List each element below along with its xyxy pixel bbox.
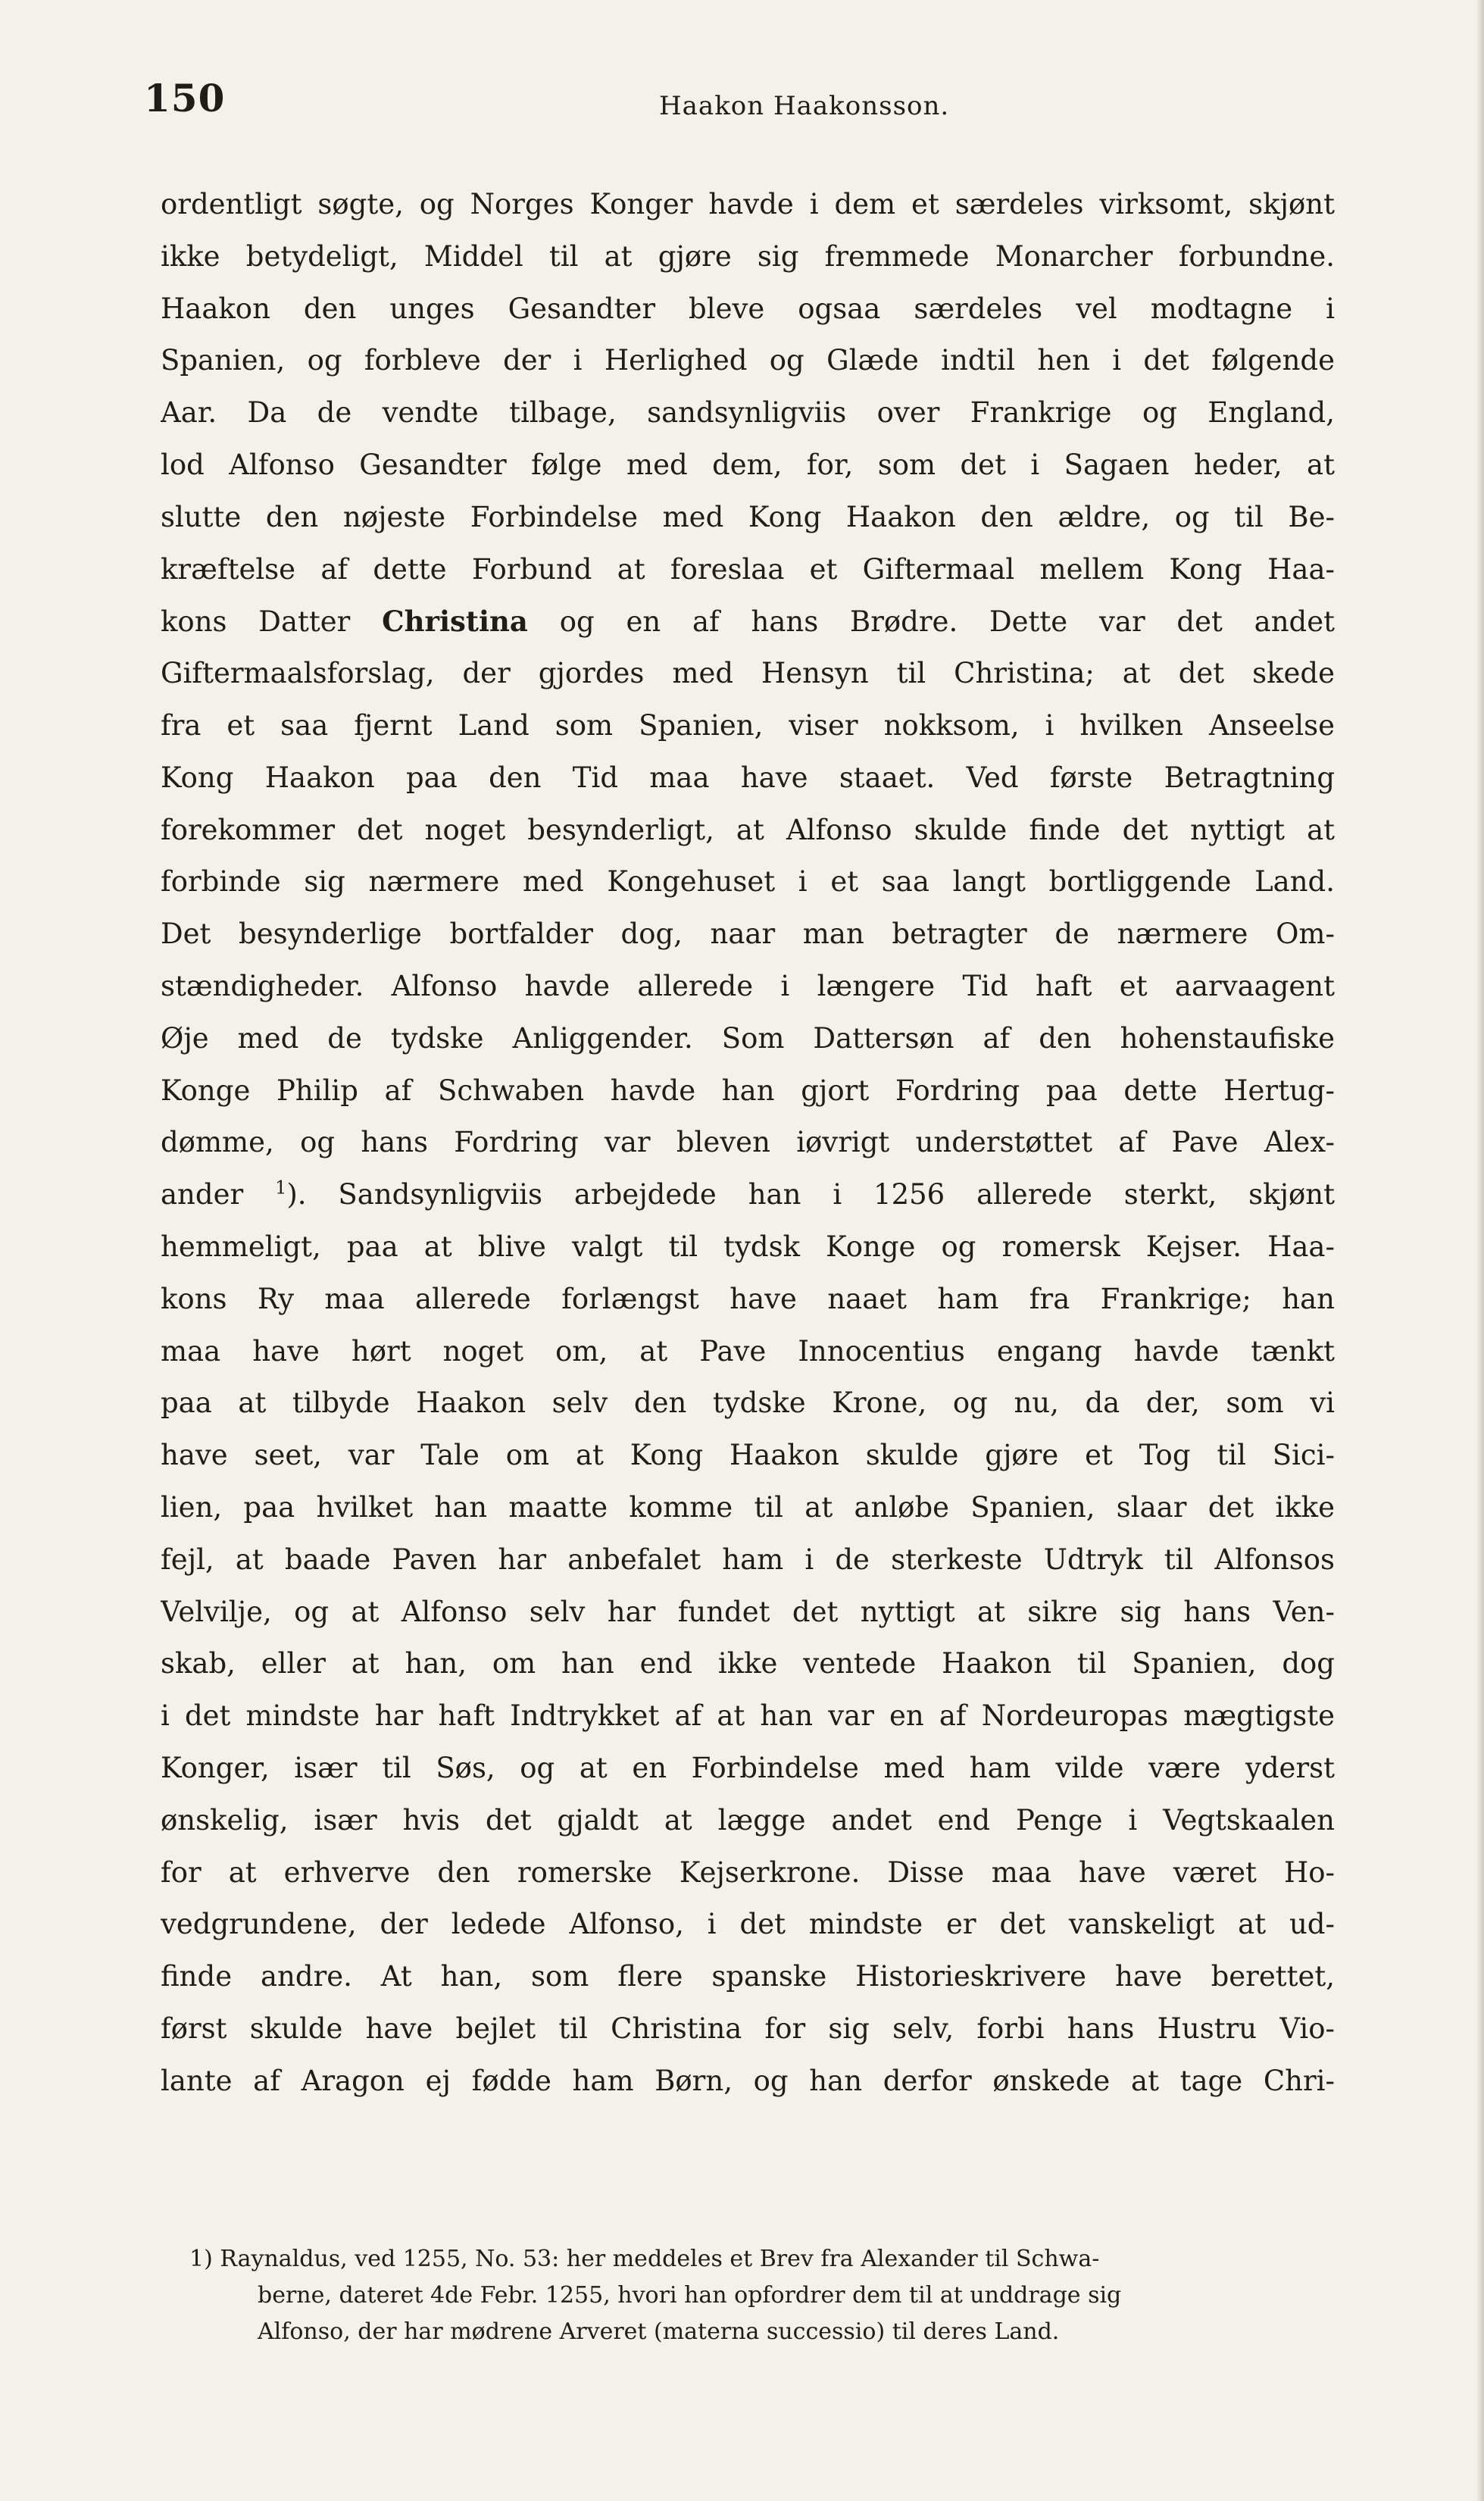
text-line: i det mindste har haft Indtrykket af at han var en af Nordeuropas mægtigste [161, 1699, 1335, 1733]
running-head: Haakon Haakonsson. [659, 91, 950, 121]
text-line: først skulde have bejlet til Christina for sig selv, forbi hans Hustru Vio- [161, 2012, 1335, 2045]
text-line: Konger, især til Søs, og at en Forbindelse med ham vilde være yderst [161, 1751, 1335, 1784]
text-line: paa at tilbyde Haakon selv den tydske Krone, og nu, da der, som vi [161, 1386, 1335, 1420]
text-line [161, 1169, 1335, 1221]
footnote-line [189, 2241, 1341, 2277]
text-line: Giftermaalsforslag, der gjordes med Hensyn til Christina; at det skede [161, 657, 1335, 690]
footnotes [189, 2241, 1341, 2350]
text-line: kræftelse af dette Forbund at foreslaa et Giftermaal mellem Kong Haa- [161, 552, 1335, 586]
text-fragment: kons Datter [161, 605, 351, 639]
text-fragment: og en af hans Brødre. Dette var det andet [559, 605, 1335, 639]
text-fragment: ander [161, 1178, 244, 1211]
text-line: Haakon den unges Gesandter bleve ogsaa særdeles vel modtagne i [161, 292, 1335, 325]
page-binding-edge [1476, 0, 1484, 2501]
text-line: maa have hørt noget om, at Pave Innocentius engang havde tænkt [161, 1334, 1335, 1368]
footnote-marker: 1) [189, 2246, 213, 2272]
text-line: forekommer det noget besynderligt, at Alfonso skulde finde det nyttigt at [161, 813, 1335, 846]
text-line: fra et saa fjernt Land som Spanien, viser nokksom, i hvilken Anseelse [161, 708, 1335, 742]
text-line: have seet, var Tale om at Kong Haakon skulde gjøre et Tog til Sici- [161, 1439, 1335, 1472]
text-line: hemmeligt, paa at blive valgt til tydsk Konge og romersk Kejser. Haa- [161, 1230, 1335, 1263]
text-line: for at erhverve den romerske Kejserkrone. Disse maa have været Ho- [161, 1855, 1335, 1889]
emphasized-name: Christina [382, 605, 528, 639]
footnote-reference[interactable]: 1 [275, 1177, 287, 1199]
text-line: lante af Aragon ej fødde ham Børn, og han derfor ønskede at tage Chri- [161, 2064, 1335, 2097]
text-line: ordentligt søgte, og Norges Konger havde i dem et særdeles virksomt, skjønt [161, 188, 1335, 220]
text-line: stændigheder. Alfonso havde allerede i længere Tid haft et aarvaagent [161, 969, 1335, 1002]
text-line: slutte den nøjeste Forbindelse med Kong Haakon den ældre, og til Be- [161, 500, 1335, 533]
text-line: Aar. Da de vendte tilbage, sandsynligviis over Frankrige og England, [161, 396, 1335, 430]
text-line: dømme, og hans Fordring var bleven iøvrigt understøttet af Pave Alex- [161, 1126, 1335, 1159]
text-line: forbinde sig nærmere med Kongehuset i et saa langt bortliggende Land. [161, 865, 1335, 899]
text-line: Konge Philip af Schwaben havde han gjort Fordring paa dette Hertug- [161, 1074, 1335, 1107]
text-line: Kong Haakon paa den Tid maa have staaet. Ved første Betragtning [161, 761, 1335, 794]
body-text [161, 179, 1335, 2107]
text-line: finde andre. At han, som flere spanske Historieskrivere have berettet, [161, 1960, 1335, 1993]
footnote-line: Alfonso, der har mødrene Arveret (materna successio) til deres Land. [258, 2318, 1060, 2345]
text-line: lien, paa hvilket han maatte komme til at anløbe Spanien, slaar det ikke [161, 1490, 1335, 1524]
text-line: Øje med de tydske Anliggender. Som Dattersøn af den hohenstaufiske [161, 1021, 1335, 1055]
text-line: ikke betydeligt, Middel til at gjøre sig fremmede Monarcher forbundne. [161, 239, 1335, 273]
text-line: skab, eller at han, om han end ikke ventede Haakon til Spanien, dog [161, 1647, 1335, 1680]
text-line: Det besynderlige bortfalder dog, naar man betragter de nærmere Om- [161, 918, 1335, 951]
page-number: 150 [144, 76, 226, 120]
text-line: vedgrundene, der ledede Alfonso, i det mindste er det vanskeligt at ud- [161, 1908, 1335, 1941]
text-line: Velvilje, og at Alfonso selv har fundet det nyttigt at sikre sig hans Ven- [161, 1595, 1335, 1628]
text-line: ønskelig, især hvis det gjaldt at lægge andet end Penge i Vegtskaalen [161, 1803, 1335, 1837]
footnote-text: Raynaldus, ved 1255, No. 53: her meddeles et Brev fra Alexander til Schwa- [220, 2246, 1100, 2272]
page-header [0, 76, 1484, 136]
footnote-line: berne, dateret 4de Febr. 1255, hvori han opfordrer dem til at unddrage sig [258, 2282, 1122, 2309]
text-line: Spanien, og forbleve der i Herlighed og Glæde indtil hen i det følgende [161, 344, 1335, 377]
text-line: fejl, at baade Paven har anbefalet ham i de sterkeste Udtryk til Alfonsos [161, 1543, 1335, 1576]
text-fragment: ). Sandsynligviis arbejdede han i 1256 allerede sterkt, skjønt [286, 1178, 1335, 1211]
text-line [161, 596, 1335, 648]
text-line: kons Ry maa allerede forlængst have naaet ham fra Frankrige; han [161, 1282, 1335, 1315]
text-line: lod Alfonso Gesandter følge med dem, for, som det i Sagaen heder, at [161, 448, 1335, 481]
